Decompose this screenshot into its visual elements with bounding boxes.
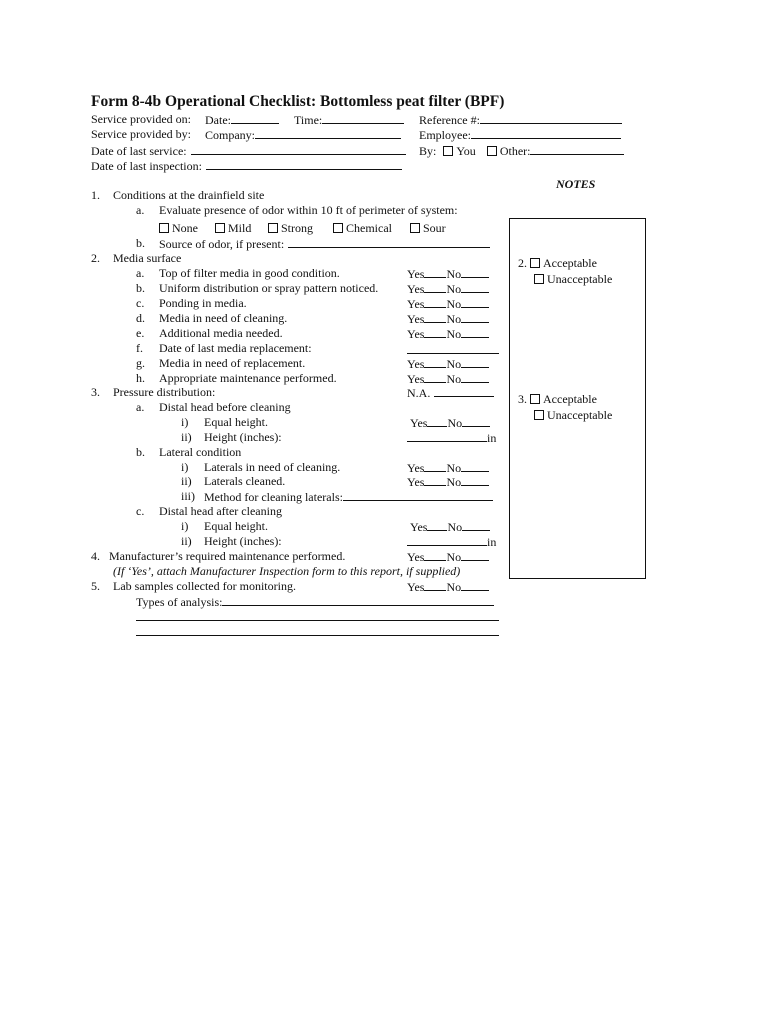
inch-label: in [487,431,497,445]
item-3b-i-text: Laterals in need of cleaning. [204,460,341,474]
item-3c-ii-number: ii) [181,534,192,548]
yes-label: Yes [407,475,425,489]
item-3c-ii-height[interactable] [407,534,496,550]
note-3-acceptable-checkbox[interactable] [530,394,540,404]
item-3c-ii-text: Height (inches): [204,534,282,548]
item-2d-number: d. [136,311,145,325]
note-2-unacceptable-checkbox[interactable] [534,274,544,284]
no-label: No [446,312,462,326]
employee-field[interactable] [419,127,621,143]
cleaning-method-blank[interactable] [343,489,493,501]
no-label: No [446,461,462,475]
note-2-number: 2. [518,256,527,270]
odor-strong-checkbox[interactable] [268,223,278,233]
notes-header: NOTES [556,177,596,191]
last-service-blank[interactable] [191,143,406,155]
item-2d-text: Media in need of cleaning. [159,311,288,325]
item-2g-text: Media in need of replacement. [159,356,306,370]
yes-blank[interactable] [427,415,447,427]
last-inspection-label: Date of last inspection: [91,159,202,173]
yes-label: Yes [407,267,425,281]
section-5-label: Lab samples collected for monitoring. [113,579,296,593]
item-2b-number: b. [136,281,145,295]
other-checkbox[interactable] [487,146,497,156]
reference-label: Reference #: [419,113,480,127]
item-1b-text: Source of odor, if present: [159,237,285,251]
odor-none [159,221,198,236]
no-blank[interactable] [461,474,489,486]
note-3-acceptable [518,392,597,407]
section-4-note: (If ‘Yes’, attach Manufacturer Inspection form to this report, if supplied) [113,564,461,578]
last-inspection-blank[interactable] [206,158,402,170]
odor-strong-label: Strong [281,221,314,235]
no-blank[interactable] [461,296,489,308]
item-2c-number: c. [136,296,145,310]
company-blank[interactable] [255,127,401,139]
no-blank[interactable] [461,371,489,383]
you-label: You [456,144,476,158]
item-3b-iii-field[interactable] [204,489,493,505]
note-3-unacceptable [534,408,612,423]
yes-blank[interactable] [424,371,446,383]
yes-label: Yes [407,372,425,386]
section-4-label: Manufacturer’s required maintenance performed. [109,549,346,563]
item-3b-text: Lateral condition [159,445,242,459]
item-3b-i-number: i) [181,460,189,474]
reference-field[interactable] [419,112,622,128]
note-2-acceptable-checkbox[interactable] [530,258,540,268]
last-inspection-field[interactable] [91,158,402,174]
yes-blank[interactable] [424,311,446,323]
analysis-types-label: Types of analysis: [136,595,223,609]
item-3c-i-text: Equal height. [204,519,268,533]
item-3a-number: a. [136,400,145,414]
item-3b-ii-text: Laterals cleaned. [204,474,286,488]
odor-sour-checkbox[interactable] [410,223,420,233]
employee-blank[interactable] [471,127,621,139]
section-3-label: Pressure distribution: [113,385,216,399]
item-2h-number: h. [136,371,145,385]
yes-label: Yes [407,461,425,475]
odor-strong [268,221,313,236]
item-3b-ii-number: ii) [181,474,192,488]
item-2e-yes-no[interactable] [407,326,489,342]
yes-blank[interactable] [427,519,447,531]
item-3b-iii-number: iii) [181,489,195,503]
date-field[interactable] [205,112,279,128]
no-label: No [446,372,462,386]
date-label: Date: [205,113,231,127]
item-2c-text: Ponding in media. [159,296,247,310]
yes-label: Yes [407,312,425,326]
item-2c-yes-no[interactable] [407,296,489,312]
time-label: Time: [294,113,323,127]
time-blank[interactable] [322,112,404,124]
note-3-unacceptable-checkbox[interactable] [534,410,544,420]
no-blank[interactable] [462,519,490,531]
yes-blank[interactable] [424,579,446,591]
item-3a-i-yes-no[interactable] [410,415,490,431]
no-label: No [447,520,463,534]
yes-label: Yes [407,327,425,341]
item-2b-yes-no[interactable] [407,281,489,297]
odor-mild [215,221,251,236]
item-3b-ii-yes-no[interactable] [407,474,489,490]
note-2-unacceptable-label: Unacceptable [547,272,613,286]
by-label: By: [419,144,437,158]
no-label: No [446,267,462,281]
media-replacement-date-blank[interactable] [407,353,499,354]
no-blank[interactable] [462,415,490,427]
yes-label: Yes [407,282,425,296]
no-blank[interactable] [461,281,489,293]
yes-blank[interactable] [424,296,446,308]
yes-blank[interactable] [424,326,446,338]
odor-source-blank[interactable] [288,236,490,248]
item-3a-ii-height[interactable] [407,430,496,446]
odor-chemical-label: Chemical [346,221,392,235]
item-3b-number: b. [136,445,145,459]
section-3-number: 3. [91,385,100,399]
item-2a-number: a. [136,266,145,280]
inch-label: in [487,535,497,549]
no-blank[interactable] [461,266,489,278]
yes-blank[interactable] [424,549,446,561]
time-field[interactable] [294,112,404,128]
no-blank[interactable] [461,356,489,368]
employee-label: Employee: [419,128,471,142]
by-field [419,143,624,159]
yes-label: Yes [407,550,425,564]
odor-sour-label: Sour [423,221,446,235]
item-3c-i-number: i) [181,519,189,533]
item-3c-text: Distal head after cleaning [159,504,282,518]
section-2-number: 2. [91,251,100,265]
item-4-yes-no[interactable] [407,549,489,565]
note-2-acceptable [518,256,597,271]
other-blank[interactable] [530,143,624,155]
na-field[interactable] [407,385,494,401]
height-blank[interactable] [407,430,487,442]
yes-label: Yes [407,357,425,371]
na-blank[interactable] [434,385,494,397]
odor-chemical [333,221,392,236]
item-3c-i-yes-no[interactable] [410,519,490,535]
analysis-line-2[interactable] [136,620,499,621]
yes-label: Yes [410,416,428,430]
no-blank[interactable] [461,549,489,561]
last-service-field[interactable] [91,143,406,159]
item-2f-number: f. [136,341,143,355]
note-3-unacceptable-label: Unacceptable [547,408,613,422]
item-1a-number: a. [136,203,145,217]
item-2f-text: Date of last media replacement: [159,341,312,355]
item-2g-number: g. [136,356,145,370]
company-label: Company: [205,128,255,142]
no-label: No [446,475,462,489]
item-3a-ii-text: Height (inches): [204,430,282,444]
item-2b-text: Uniform distribution or spray pattern noticed. [159,281,379,295]
no-blank[interactable] [461,579,489,591]
service-by-label: Service provided by: [91,127,191,141]
item-5-yes-no[interactable] [407,579,489,595]
analysis-types-field[interactable] [136,594,494,610]
company-field[interactable] [205,127,401,143]
item-3c-number: c. [136,504,145,518]
height-blank[interactable] [407,534,487,546]
reference-blank[interactable] [480,112,622,124]
yes-label: Yes [407,580,425,594]
analysis-types-blank[interactable] [222,594,494,606]
no-label: No [446,327,462,341]
last-service-label: Date of last service: [91,144,187,158]
no-blank[interactable] [461,311,489,323]
item-2e-number: e. [136,326,145,340]
no-label: No [446,550,462,564]
item-1b-field[interactable] [159,236,490,252]
note-3-number: 3. [518,392,527,406]
section-4-number: 4. [91,549,100,563]
odor-mild-checkbox[interactable] [215,223,225,233]
section-1-number: 1. [91,188,100,202]
yes-blank[interactable] [424,266,446,278]
service-date-label: Service provided on: [91,112,191,126]
note-2-acceptable-label: Acceptable [543,256,597,270]
odor-none-label: None [172,221,198,235]
odor-none-checkbox[interactable] [159,223,169,233]
item-1b-number: b. [136,236,145,250]
no-label: No [446,282,462,296]
note-3-acceptable-label: Acceptable [543,392,597,406]
yes-blank[interactable] [424,460,446,472]
item-3a-ii-number: ii) [181,430,192,444]
note-2-unacceptable [534,272,612,287]
yes-label: Yes [410,520,428,534]
yes-blank[interactable] [424,356,446,368]
no-label: No [446,297,462,311]
item-2h-text: Appropriate maintenance performed. [159,371,337,385]
item-2d-yes-no[interactable] [407,311,489,327]
no-label: No [446,580,462,594]
item-3a-i-text: Equal height. [204,415,268,429]
you-checkbox[interactable] [443,146,453,156]
odor-mild-label: Mild [228,221,252,235]
analysis-line-3[interactable] [136,635,499,636]
na-label: N.A. [407,386,431,400]
no-blank[interactable] [461,460,489,472]
yes-label: Yes [407,297,425,311]
other-label: Other: [499,144,531,158]
odor-chemical-checkbox[interactable] [333,223,343,233]
item-2g-yes-no[interactable] [407,356,489,372]
item-1a-text: Evaluate presence of odor within 10 ft of perimeter of system: [159,203,458,217]
section-5-number: 5. [91,579,100,593]
page-title: Form 8-4b Operational Checklist: Bottomless peat filter (BPF) [91,93,505,110]
item-3a-i-number: i) [181,415,189,429]
no-label: No [447,416,463,430]
date-blank[interactable] [231,112,279,124]
no-blank[interactable] [461,326,489,338]
section-2-label: Media surface [113,251,182,265]
section-1-label: Conditions at the drainfield site [113,188,265,202]
item-2a-yes-no[interactable] [407,266,489,282]
item-3a-text: Distal head before cleaning [159,400,291,414]
yes-blank[interactable] [424,281,446,293]
yes-blank[interactable] [424,474,446,486]
no-label: No [446,357,462,371]
odor-sour [410,221,446,236]
item-2a-text: Top of filter media in good condition. [159,266,340,280]
item-2e-text: Additional media needed. [159,326,283,340]
item-3b-iii-text: Method for cleaning laterals: [204,490,343,504]
